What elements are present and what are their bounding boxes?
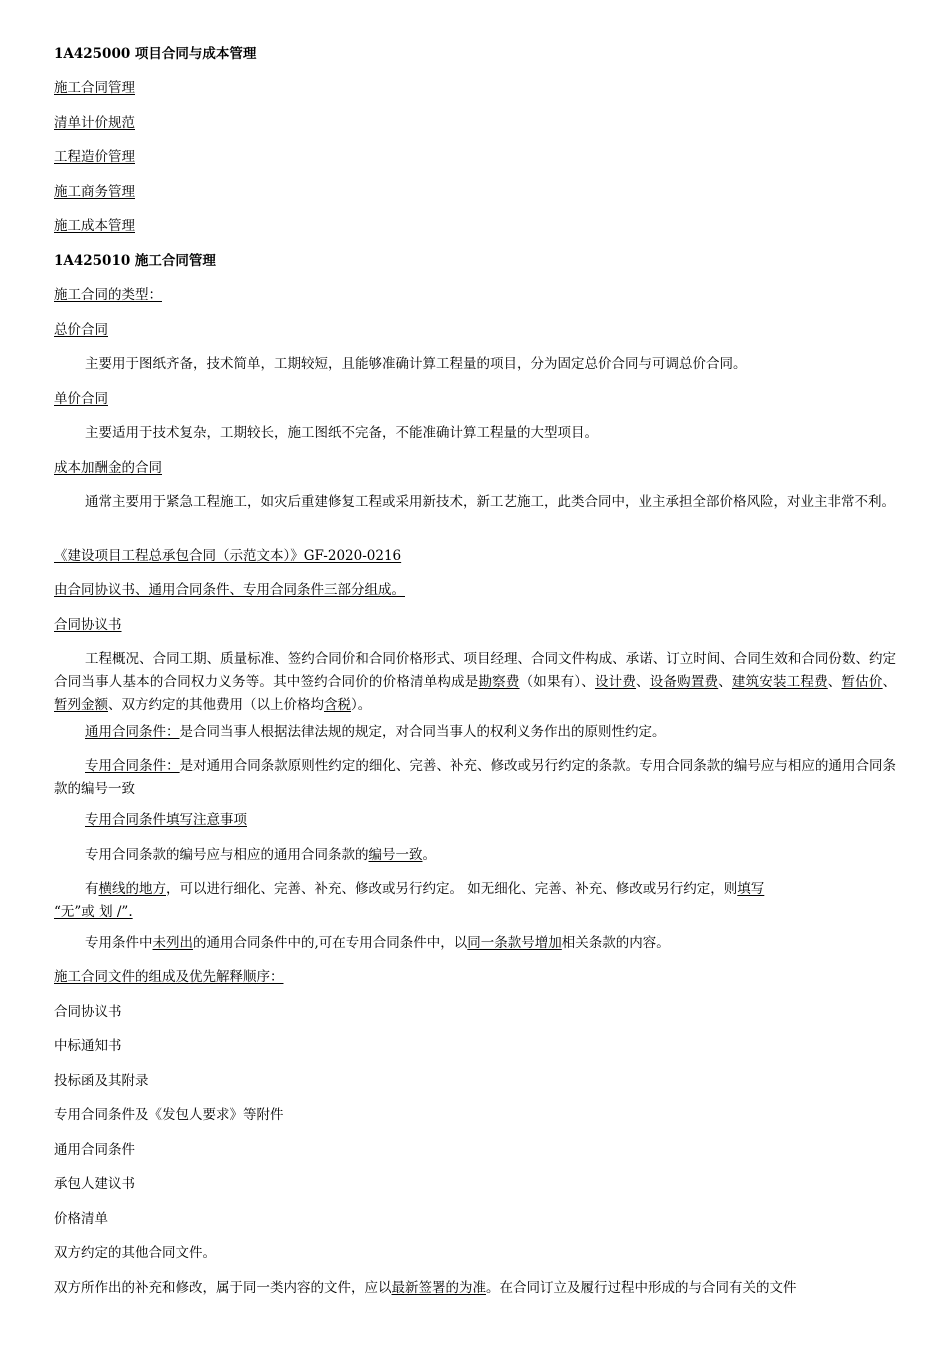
special-conditions-label[interactable]: 专用合同条件：: [85, 758, 180, 774]
composition-text[interactable]: 由合同协议书、通用合同条件、专用合同条件三部分组成。: [54, 582, 405, 598]
cost-plus-title[interactable]: 成本加酬金的合同: [54, 460, 162, 476]
order-item: 通用合同条件: [54, 1142, 135, 1158]
order-item: 中标通知书: [54, 1038, 122, 1054]
unit-price-text: 主要适用于技术复杂，工期较长，施工图纸不完备，不能准确计算工程量的大型项目。: [85, 425, 598, 441]
lump-sum-title[interactable]: 总价合同: [54, 322, 108, 338]
special-notes-title[interactable]: 专用合同条件填写注意事项: [85, 812, 247, 828]
toc-link-contract[interactable]: 施工合同管理: [54, 80, 135, 96]
note-numbering: 专用合同条款的编号应与相应的通用合同条款的编号一致。: [85, 847, 436, 863]
toc-link-construction-cost[interactable]: 施工成本管理: [54, 218, 135, 234]
agreement-title[interactable]: 合同协议书: [54, 617, 122, 633]
chapter-title: 1A425000 项目合同与成本管理: [54, 46, 257, 62]
order-item: 承包人建议书: [54, 1176, 135, 1192]
model-text-title[interactable]: 《建设项目工程总承包合同（示范文本）》GF-2020-0216: [54, 548, 402, 564]
final-paragraph: 双方所作出的补充和修改，属于同一类内容的文件，应以最新签署的为准。在合同订立及履行过程中形成的与合同有关的文件: [54, 1280, 797, 1296]
order-item: 合同协议书: [54, 1004, 122, 1020]
general-conditions-label[interactable]: 通用合同条件：: [85, 724, 180, 740]
types-heading[interactable]: 施工合同的类型：: [54, 287, 162, 303]
order-item: 双方约定的其他合同文件。: [54, 1245, 216, 1261]
note-unlisted-clauses: 专用条件中未列出的通用合同条件中的,可在专用合同条件中，以同一条款号增加相关条款的内容。: [85, 935, 670, 951]
toc-link-business[interactable]: 施工商务管理: [54, 184, 135, 200]
special-conditions-paragraph: 专用合同条件：是对通用合同条款原则性约定的细化、完善、补充、修改或另行约定的条款。专用合同条款的编号应与相应的通用合同条款的编号一致: [54, 758, 897, 797]
order-item: 价格清单: [54, 1211, 108, 1227]
order-heading[interactable]: 施工合同文件的组成及优先解释顺序：: [54, 969, 284, 985]
agreement-paragraph: 工程概况、合同工期、质量标准、签约合同价和合同价格形式、项目经理、合同文件构成、承诺、订立时间、合同生效和合同份数、约定合同当事人基本的合同权力义务等。其中签约合同价的价格清单构成是勘察费（如果有）、设计费、设备购置费、建筑安装工程费、暂估价、 暂列金额、双方约定的其他费用（以上价格均含税）。: [54, 651, 897, 713]
toc-link-bill-pricing[interactable]: 清单计价规范: [54, 115, 135, 131]
lump-sum-text: 主要用于图纸齐备，技术简单，工期较短，且能够准确计算工程量的项目，分为固定总价合同与可调总价合同。: [85, 356, 747, 372]
general-conditions-line: 通用合同条件：是合同当事人根据法律法规的规定，对合同当事人的权利义务作出的原则性约定。: [85, 724, 666, 740]
order-item: 投标函及其附录: [54, 1073, 149, 1089]
note-blank-lines: 有横线的地方，可以进行细化、完善、补充、修改或另行约定。 如无细化、完善、补充、修改或另行约定，则填写 “无”或 划 /”.: [54, 881, 765, 920]
order-item: 专用合同条件及《发包人要求》等附件: [54, 1107, 284, 1123]
cost-plus-text: 通常主要用于紧急工程施工，如灾后重建修复工程或采用新技术，新工艺施工，此类合同中，业主承担全部价格风险，对业主非常不利。: [85, 494, 895, 510]
section-title: 1A425010 施工合同管理: [54, 253, 216, 269]
toc-link-cost-mgmt[interactable]: 工程造价管理: [54, 149, 135, 165]
unit-price-title[interactable]: 单价合同: [54, 391, 108, 407]
